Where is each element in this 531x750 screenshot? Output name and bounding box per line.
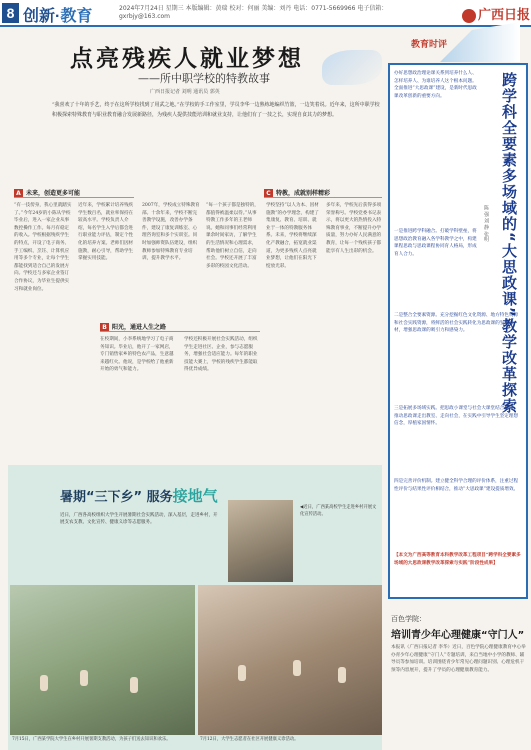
article-column-b1: 在校期间，小李系统地学习了电子商务知识。毕业后，他开了一家网店，专门销售家乡的特色农产品，生意越来越红火。他说，是学校给了他重新开始的勇气和能力。 (100, 337, 174, 373)
commentary-note: 【本文为广西高等教育本科教学改革工程项目“跨学科全要素多场域的大思政课教学改革探索与实践”阶段性成果】 (394, 553, 521, 566)
article-column-1: “有一技傍身，我心里就踏实了。”今年24岁的小陈从学校毕业后，进入一家企业从事数控操作工作。每月有稳定的收入。学校根据残疾学生的特点，开设了电子商务、手工编织、烹饪、计算机应用等多个专业，让每个学生都能找到适合自己的发展方向。学校还与多家企业签订合作协议，为毕业生提供实习和就业岗位。 (14, 203, 72, 292)
section-name: 创新 (23, 8, 56, 25)
second-article-body: 本报讯（广西日报记者 李华）近日，百色学院心理健康教育中心举办青少年心理健康“守门人”专题培训，来自当地中小学的教师、辅导员等参加培训。培训围绕青少年常见心理问题识别、心理危机干预等内容展开，提升了学员的心理健康教育能力。 (391, 645, 526, 673)
person-figure (338, 667, 346, 683)
commentary-body-2: 一是推进跨学科融合。打破学科壁垒，将思想政治教育融入各学科教学之中，构建课程思政与思政课程协同育人格局，形成育人合力。 (394, 229, 477, 258)
article-column-b2: 学校还积极开展社会实践活动，组织学生走进社区、企业，参与志愿服务，增强社会适应能力。每年的职业技能大赛上，学校的残疾学生都能取得优异成绩。 (184, 337, 258, 373)
header-meta: 2024年7月24日 星期三 本版编辑：黄瑞 校对：何丽 美编：刘丹 电话：0771-5669966 电子信箱：gxrbjy@163.com (119, 5, 388, 20)
commentary-body-3: 二是整合全要素资源。充分挖掘红色文化资源、地方特色资源和社会实践资源，将鲜活的社会实践转化为思政课的生动素材，增强思政课的吸引力和感染力。 (394, 313, 519, 334)
person-figure (293, 660, 301, 676)
photo-caption-1: 7月15日，广西某学院大学生在乡村开展暑期支教活动，为孩子们送去知识和欢乐。 (12, 737, 171, 742)
article-column-c1: 学校坚持“以人为本、因材施教”的办学理念，构建了集康复、教育、培训、就业于一体的特教服务体系。未来，学校将继续深化产教融合，拓宽就业渠道，为更多残疾人点亮就业梦想，让他们在阳光下绽放光彩。 (266, 203, 319, 269)
title-decoration (322, 50, 382, 85)
photo-caption-2: 7月12日，大学生志愿者在社区开展健康义诊活动。 (200, 737, 299, 742)
page-header (0, 0, 531, 27)
banner-part-a: 暑期“三下乡” (60, 490, 143, 505)
commentary-author: 陈 强 刘 静 张明 (483, 205, 489, 242)
commentary-body-1: 办好思想政治理论课关系到培养什么人、怎样培养人、为谁培养人这个根本问题。全面推进“大思政课”建设，是新时代思政课改革创新的重要方向。 (394, 71, 477, 100)
commentary-title: 跨学科全要素多场域的“大思政课”教学改革探索 (500, 72, 518, 414)
article-subtitle: ——所中职学校的特教故事 (138, 72, 270, 85)
section-heading-text: 阳光，通进人生之路 (112, 324, 167, 331)
section-number: C (264, 189, 273, 198)
feature-photo-right (198, 585, 382, 735)
person-figure (80, 670, 88, 686)
column-decoration (440, 22, 520, 62)
feature-banner (60, 485, 218, 506)
second-article-title: 培训青少年心理健康“守门人” (391, 630, 525, 641)
banner-part-c: 接地气 (172, 487, 218, 505)
photo-caption-3: ◀近日，广西某高校学生走进乡村开展文化宣传活动。 (300, 505, 377, 517)
section-number: A (14, 189, 23, 198)
newspaper-logo (462, 4, 530, 23)
commentary-body-5: 四是完善评价机制。建立健全科学合理的评价体系，注重过程性评价与结果性评价相结合，推动“大思政课”建设提质增效。 (394, 479, 519, 492)
feature-photo-left (10, 585, 195, 735)
column-name: 教育时评 (411, 40, 448, 50)
article-byline: 广西日报记者 刘明 通讯员 郭英 (150, 89, 220, 95)
article-column-c2: 多年来，学校先后获得多项荣誉称号。学校党委书记表示，将以更大的热情投入特殊教育事业，不断提升办学质量，努力办好人民满意的教育，让每一个残疾孩子都能享有人生出彩的机会。 (326, 203, 382, 254)
section-subname: 教育 (60, 8, 93, 25)
article-column-3: 2007年，学校成立特殊教育部。十余年来，学校不断完善教学设施，改善办学条件，建设了康复训练室、心理咨询室和多个实训室。同时加强师资队伍建设，组织教师参加特殊教育专业培训，提升教学水平。 (142, 203, 200, 262)
feature-photo-small (228, 500, 293, 582)
article-column-4: “每一个孩子都是独特的，都值得被温柔以待。”从事特教工作多年的王老师说。她和同事们经常利用课余时间家访，了解学生的生活情况和心理需求，帮助他们树立自信，走向社会。学校还开展了丰富多彩的校园文化活动。 (206, 203, 259, 269)
person-figure (40, 675, 48, 691)
section-heading-c (264, 188, 382, 198)
section-heading-b (100, 322, 260, 332)
second-article-kicker: 百色学院： (391, 615, 426, 623)
logo-text: 广西日报 (478, 7, 531, 22)
section-title: 创新·教育 (23, 8, 93, 25)
article-lead: “我喜欢了十年的手艺，终于在这所学校找到了用武之地。”在学校的手工作室里，学员李华一边熟练地编织竹篮，一边笑着说。近年来，这所中职学校积极探索特殊教育与职业教育融合发展新路径，为残疾人提供技能培训和就业支持，让他们有了一技之长，实现自食其力的梦想。 (52, 102, 380, 118)
logo-icon (462, 9, 476, 23)
person-figure (130, 677, 138, 693)
article-column-2: 近年来，学校累计培养残疾学生数百名，就业率保持在较高水平。学校负责人介绍，每名学生入学后都会进行职业能力评估，制定个性化的培养方案。老师们因材施教，耐心引导，帮助学生掌握实用技能。 (78, 203, 134, 262)
section-heading-a (14, 188, 134, 198)
person-figure (238, 665, 246, 681)
section-heading-text: 未来，创造更多可能 (26, 190, 81, 197)
feature-caption: 近日，广西各高校组织大学生开展暑期社会实践活动，深入基层，走进乡村，开展支农支教、文化宣传、健康义诊等志愿服务。 (60, 513, 218, 525)
page-number: 8 (2, 3, 19, 23)
section-number: B (100, 323, 109, 332)
section-heading-text: 特教，成就别样精彩 (276, 190, 331, 197)
commentary-body-4: 三是拓展多场域实践。把思政小课堂与社会大课堂结合起来，推动思政课走出教室、走向社会，在实践中引导学生坚定理想信念，厚植家国情怀。 (394, 406, 519, 427)
banner-part-b: 服务 (146, 490, 173, 505)
article-title: 点亮残疾人就业梦想 (70, 46, 304, 72)
